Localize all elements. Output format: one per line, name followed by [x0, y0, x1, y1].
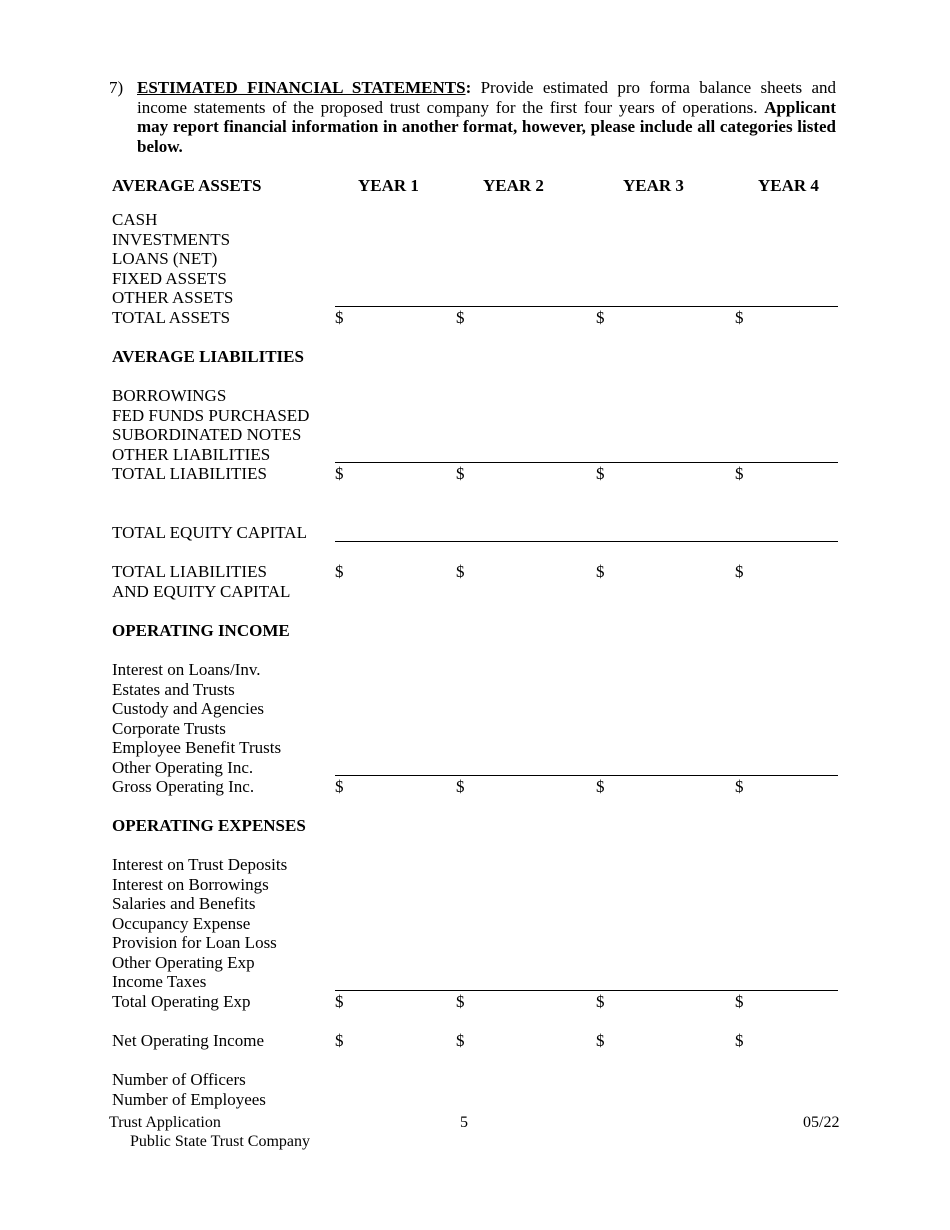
total-exp-year3-field[interactable]: $	[596, 992, 605, 1011]
total-equity-label: TOTAL EQUITY CAPITAL	[112, 523, 307, 542]
expense-item: Occupancy Expense	[112, 914, 251, 933]
income-item: Estates and Trusts	[112, 680, 235, 699]
income-item: Corporate Trusts	[112, 719, 226, 738]
total-assets-year2-field[interactable]: $	[456, 308, 465, 327]
asset-item: FIXED ASSETS	[112, 269, 227, 288]
asset-item: OTHER ASSETS	[112, 288, 234, 307]
column-header-year2: YEAR 2	[483, 176, 544, 195]
expense-item: Salaries and Benefits	[112, 894, 256, 913]
total-liab-equity-year1-field[interactable]: $	[335, 562, 344, 581]
net-income-year2-field[interactable]: $	[456, 1031, 465, 1050]
total-assets-label: TOTAL ASSETS	[112, 308, 231, 327]
footer-page-number: 5	[460, 1114, 468, 1131]
net-income-year1-field[interactable]: $	[335, 1031, 344, 1050]
expense-item: Provision for Loan Loss	[112, 933, 277, 952]
total-exp-year4-field[interactable]: $	[735, 992, 744, 1011]
total-exp-year2-field[interactable]: $	[456, 992, 465, 1011]
liability-item: FED FUNDS PURCHASED	[112, 406, 310, 425]
number-of-employees-label: Number of Employees	[112, 1090, 266, 1109]
total-liab-equity-year3-field[interactable]: $	[596, 562, 605, 581]
liabilities-heading: AVERAGE LIABILITIES	[112, 347, 304, 366]
total-liab-equity-year4-field[interactable]: $	[735, 562, 744, 581]
column-header-year1: YEAR 1	[358, 176, 419, 195]
number-of-officers-label: Number of Officers	[112, 1070, 246, 1089]
gross-income-year1-field[interactable]: $	[335, 777, 344, 796]
total-assets-year3-field[interactable]: $	[596, 308, 605, 327]
asset-item: LOANS (NET)	[112, 249, 218, 268]
asset-item: CASH	[112, 210, 158, 229]
gross-income-year3-field[interactable]: $	[596, 777, 605, 796]
intro-bold-note: Applicant may report financial information in another format, however, please include all categories listed below.	[137, 97, 836, 156]
expense-item: Interest on Trust Deposits	[112, 855, 288, 874]
gross-operating-income-label: Gross Operating Inc.	[112, 777, 255, 796]
liability-item: BORROWINGS	[112, 386, 227, 405]
total-liabilities-equity-label: TOTAL LIABILITIES	[112, 562, 267, 581]
total-assets-year4-field[interactable]: $	[735, 308, 744, 327]
asset-item: INVESTMENTS	[112, 230, 231, 249]
expense-item: Other Operating Exp	[112, 953, 255, 972]
intro-paragraph	[137, 78, 836, 156]
income-item: Custody and Agencies	[112, 699, 265, 718]
expense-item: Interest on Borrowings	[112, 875, 269, 894]
total-liabilities-year1-field[interactable]: $	[335, 464, 344, 483]
total-assets-rule	[335, 306, 838, 307]
column-header-year3: YEAR 3	[623, 176, 684, 195]
operating-income-heading: OPERATING INCOME	[112, 621, 290, 640]
liability-item: SUBORDINATED NOTES	[112, 425, 302, 444]
footer-revision-date: 05/22	[803, 1114, 840, 1131]
total-liabilities-rule	[335, 462, 838, 463]
income-item: Employee Benefit Trusts	[112, 738, 282, 757]
net-income-year3-field[interactable]: $	[596, 1031, 605, 1050]
total-liabilities-year3-field[interactable]: $	[596, 464, 605, 483]
assets-heading: AVERAGE ASSETS	[112, 176, 262, 195]
total-expenses-rule	[335, 990, 838, 991]
operating-expenses-heading: OPERATING EXPENSES	[112, 816, 306, 835]
total-liabilities-year4-field[interactable]: $	[735, 464, 744, 483]
total-liabilities-year2-field[interactable]: $	[456, 464, 465, 483]
item-number: 7)	[109, 78, 124, 97]
intro-colon: :	[465, 78, 472, 97]
gross-income-year2-field[interactable]: $	[456, 777, 465, 796]
expense-item: Income Taxes	[112, 972, 207, 991]
total-liabilities-label: TOTAL LIABILITIES	[112, 464, 267, 483]
intro-heading: ESTIMATED FINANCIAL STATEMENTS	[137, 78, 466, 97]
total-assets-year1-field[interactable]: $	[335, 308, 344, 327]
footer-company-type: Public State Trust Company	[130, 1133, 311, 1150]
intro-body: Provide estimated pro forma balance sheets and income statements of the proposed trust company for the first four years of operations.	[137, 78, 837, 117]
income-item: Interest on Loans/Inv.	[112, 660, 261, 679]
total-operating-exp-label: Total Operating Exp	[112, 992, 251, 1011]
total-liab-equity-year2-field[interactable]: $	[456, 562, 465, 581]
total-liabilities-equity-label-line2: AND EQUITY CAPITAL	[112, 582, 291, 601]
liability-item: OTHER LIABILITIES	[112, 445, 271, 464]
footer-document-title: Trust Application	[109, 1114, 221, 1131]
gross-income-rule	[335, 775, 838, 776]
total-exp-year1-field[interactable]: $	[335, 992, 344, 1011]
net-income-year4-field[interactable]: $	[735, 1031, 744, 1050]
column-header-year4: YEAR 4	[758, 176, 819, 195]
gross-income-year4-field[interactable]: $	[735, 777, 744, 796]
income-item: Other Operating Inc.	[112, 758, 254, 777]
net-operating-income-label: Net Operating Income	[112, 1031, 264, 1050]
total-equity-field[interactable]	[335, 541, 838, 542]
